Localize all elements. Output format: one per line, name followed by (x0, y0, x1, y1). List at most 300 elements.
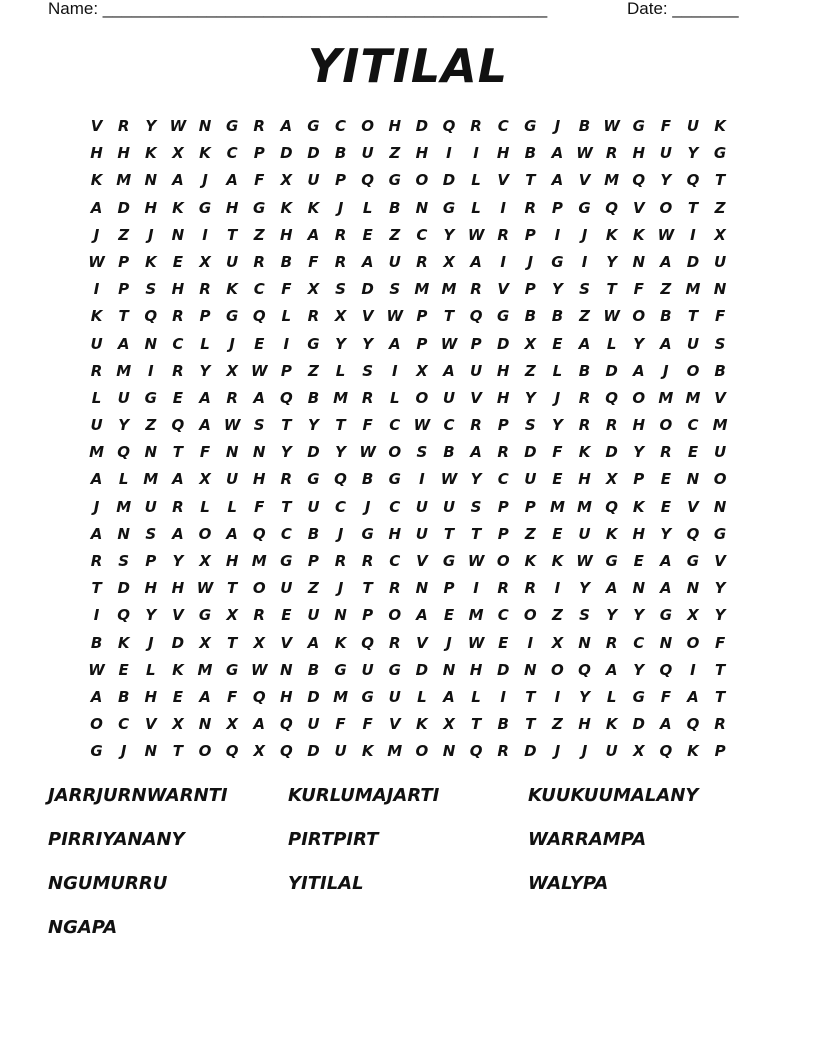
grid-cell[interactable]: O (90, 715, 103, 734)
grid-cell[interactable]: Y (172, 552, 184, 570)
grid-cell[interactable]: A (443, 361, 455, 380)
grid-cell[interactable]: R (172, 307, 184, 326)
grid-cell[interactable]: T (226, 633, 238, 652)
grid-cell[interactable]: W (440, 470, 458, 489)
grid-cell[interactable]: A (172, 470, 184, 489)
grid-cell[interactable]: A (660, 579, 672, 598)
grid-cell[interactable]: Q (578, 660, 591, 679)
grid-cell[interactable]: N (578, 633, 591, 652)
grid-cell[interactable]: G (578, 198, 591, 217)
grid-cell[interactable]: W (603, 307, 620, 326)
grid-cell[interactable]: W (657, 225, 675, 244)
grid-cell[interactable]: D (442, 171, 456, 190)
grid-cell[interactable]: W (223, 416, 241, 435)
grid-cell[interactable]: L (227, 497, 237, 516)
grid-cell[interactable]: J (554, 388, 561, 407)
grid-cell[interactable]: G (144, 388, 157, 407)
grid-cell[interactable]: T (226, 225, 238, 244)
grid-cell[interactable]: Q (171, 416, 185, 435)
grid-cell[interactable]: I (500, 252, 506, 271)
grid-cell[interactable]: X (199, 552, 211, 570)
grid-cell[interactable]: X (551, 633, 564, 652)
grid-cell[interactable]: U (578, 524, 591, 543)
grid-cell[interactable]: L (471, 687, 481, 706)
grid-cell[interactable]: R (524, 198, 537, 217)
grid-cell[interactable]: U (388, 687, 401, 706)
grid-cell[interactable]: Z (551, 715, 563, 734)
grid-cell[interactable]: Y (633, 606, 645, 625)
grid-cell[interactable]: O (551, 660, 564, 679)
grid-cell[interactable]: U (144, 497, 157, 516)
grid-cell[interactable]: V (388, 715, 401, 734)
grid-cell[interactable]: N (144, 742, 158, 761)
grid-cell[interactable]: K (605, 715, 618, 734)
grid-cell[interactable]: K (90, 171, 103, 190)
grid-cell[interactable]: C (443, 416, 455, 435)
grid-cell[interactable]: R (605, 416, 618, 435)
grid-cell[interactable]: R (605, 144, 618, 163)
grid-cell[interactable]: I (473, 579, 479, 598)
grid-cell[interactable]: G (713, 144, 727, 163)
grid-cell[interactable]: Y (633, 443, 645, 462)
grid-cell[interactable]: U (307, 606, 320, 625)
grid-cell[interactable]: X (253, 742, 265, 761)
grid-cell[interactable]: M (658, 388, 674, 407)
grid-cell[interactable]: F (335, 715, 346, 734)
grid-cell[interactable]: N (144, 171, 158, 190)
grid-cell[interactable]: G (442, 198, 456, 217)
grid-cell[interactable]: H (415, 144, 429, 163)
grid-cell[interactable]: J (337, 579, 344, 598)
grid-cell[interactable]: Z (389, 144, 401, 163)
grid-cell[interactable]: P (118, 252, 130, 271)
grid-cell[interactable]: N (144, 334, 158, 353)
grid-cell[interactable]: F (362, 416, 373, 435)
grid-cell[interactable]: Z (524, 361, 536, 380)
grid-cell[interactable]: T (525, 715, 536, 734)
grid-cell[interactable]: A (253, 388, 266, 407)
grid-cell[interactable]: P (497, 524, 509, 543)
grid-cell[interactable]: K (578, 443, 591, 462)
grid-cell[interactable]: W (169, 117, 187, 135)
grid-cell[interactable]: U (90, 416, 103, 435)
grid-cell[interactable]: S (579, 280, 590, 299)
grid-cell[interactable]: K (632, 497, 645, 516)
grid-cell[interactable]: R (388, 633, 401, 652)
grid-cell[interactable]: A (551, 171, 564, 190)
grid-cell[interactable]: K (361, 742, 374, 761)
grid-cell[interactable]: W (413, 416, 431, 435)
grid-cell[interactable]: E (498, 633, 509, 652)
grid-cell[interactable]: Y (660, 171, 672, 190)
grid-cell[interactable]: K (144, 252, 157, 271)
grid-cell[interactable]: Y (335, 443, 346, 462)
grid-cell[interactable]: B (524, 144, 537, 163)
grid-cell[interactable]: A (660, 715, 672, 734)
grid-cell[interactable]: Y (335, 334, 346, 353)
grid-cell[interactable]: S (118, 552, 130, 570)
grid-cell[interactable]: K (90, 307, 103, 326)
grid-cell[interactable]: N (686, 579, 700, 598)
grid-cell[interactable]: G (307, 470, 320, 489)
grid-cell[interactable]: A (226, 171, 238, 190)
grid-cell[interactable]: Q (659, 742, 673, 761)
grid-cell[interactable]: E (552, 524, 563, 543)
grid-cell[interactable]: C (172, 334, 184, 353)
grid-cell[interactable]: Q (686, 171, 700, 190)
grid-cell[interactable]: N (198, 715, 212, 734)
grid-cell[interactable]: N (524, 660, 537, 679)
grid-cell[interactable]: A (605, 660, 618, 679)
grid-cell[interactable]: P (199, 307, 211, 326)
grid-cell[interactable]: M (441, 280, 457, 299)
grid-cell[interactable]: Y (280, 443, 292, 462)
grid-cell[interactable]: V (361, 307, 374, 326)
grid-cell[interactable]: F (362, 715, 373, 734)
grid-cell[interactable]: J (581, 225, 588, 244)
grid-cell[interactable]: T (443, 307, 455, 326)
grid-cell[interactable]: G (225, 117, 239, 135)
grid-cell[interactable]: R (280, 470, 293, 489)
grid-cell[interactable]: M (685, 388, 701, 407)
grid-cell[interactable]: N (686, 470, 700, 489)
grid-cell[interactable]: V (714, 552, 726, 570)
grid-cell[interactable]: T (525, 171, 536, 190)
grid-cell[interactable]: T (172, 443, 183, 462)
grid-cell[interactable]: U (686, 334, 700, 353)
grid-cell[interactable]: Q (279, 388, 293, 407)
grid-cell[interactable]: M (143, 470, 159, 489)
grid-cell[interactable]: V (280, 633, 293, 652)
grid-cell[interactable]: Q (686, 715, 700, 734)
grid-cell[interactable]: M (251, 552, 267, 570)
grid-cell[interactable]: C (118, 715, 130, 734)
grid-cell[interactable]: Y (714, 579, 726, 598)
grid-cell[interactable]: U (361, 144, 374, 163)
grid-cell[interactable]: A (632, 361, 645, 380)
grid-cell[interactable]: X (416, 361, 428, 380)
grid-cell[interactable]: E (118, 660, 129, 679)
grid-cell[interactable]: X (199, 633, 211, 652)
grid-cell[interactable]: J (527, 252, 534, 271)
grid-cell[interactable]: C (416, 225, 428, 244)
grid-cell[interactable]: Y (118, 416, 130, 435)
grid-cell[interactable]: P (335, 171, 347, 190)
grid-cell[interactable]: R (334, 552, 347, 570)
grid-cell[interactable]: G (442, 552, 456, 570)
grid-cell[interactable]: B (389, 198, 401, 217)
grid-cell[interactable]: L (606, 334, 617, 353)
grid-cell[interactable]: T (118, 307, 129, 326)
letter-grid[interactable] (83, 113, 734, 766)
grid-cell[interactable]: M (712, 416, 728, 435)
grid-cell[interactable]: O (496, 552, 510, 570)
grid-cell[interactable]: U (226, 470, 239, 489)
grid-cell[interactable]: Q (361, 171, 375, 190)
grid-cell[interactable]: P (551, 198, 563, 217)
grid-cell[interactable]: F (660, 687, 671, 706)
grid-cell[interactable]: U (226, 252, 239, 271)
grid-cell[interactable]: U (280, 579, 293, 598)
grid-cell[interactable]: E (552, 334, 563, 353)
grid-cell[interactable]: R (361, 552, 374, 570)
grid-cell[interactable]: I (283, 334, 290, 353)
grid-cell[interactable]: I (554, 225, 561, 244)
grid-cell[interactable]: H (171, 280, 185, 299)
grid-cell[interactable]: R (660, 443, 672, 462)
grid-cell[interactable]: I (419, 470, 425, 489)
grid-cell[interactable]: K (416, 715, 428, 734)
grid-cell[interactable]: J (581, 742, 588, 761)
grid-cell[interactable]: H (388, 117, 402, 135)
grid-cell[interactable]: C (389, 552, 401, 570)
grid-cell[interactable]: H (578, 715, 591, 734)
grid-cell[interactable]: C (497, 470, 509, 489)
grid-cell[interactable]: E (362, 225, 373, 244)
grid-cell[interactable]: P (470, 334, 482, 353)
grid-cell[interactable]: Q (117, 443, 131, 462)
grid-cell[interactable]: J (229, 334, 235, 353)
grid-cell[interactable]: D (415, 117, 429, 135)
grid-cell[interactable]: F (199, 443, 211, 462)
grid-cell[interactable]: U (334, 742, 347, 761)
grid-cell[interactable]: G (713, 524, 727, 543)
grid-cell[interactable]: Y (307, 416, 319, 435)
grid-cell[interactable]: Y (633, 334, 645, 353)
grid-cell[interactable]: S (362, 361, 374, 380)
grid-cell[interactable]: I (690, 660, 696, 679)
grid-cell[interactable]: M (333, 388, 348, 407)
grid-cell[interactable]: G (686, 552, 700, 570)
grid-cell[interactable]: M (685, 280, 701, 299)
grid-cell[interactable]: W (250, 660, 268, 679)
grid-cell[interactable]: R (172, 361, 184, 380)
grid-cell[interactable]: L (200, 334, 210, 353)
grid-cell[interactable]: J (554, 117, 561, 135)
grid-cell[interactable]: F (308, 252, 319, 271)
grid-cell[interactable]: D (524, 443, 537, 462)
grid-cell[interactable]: E (660, 497, 671, 516)
grid-cell[interactable]: O (361, 117, 375, 135)
grid-cell[interactable]: P (362, 606, 374, 625)
grid-cell[interactable]: U (713, 252, 727, 271)
grid-cell[interactable]: R (361, 388, 374, 407)
grid-cell[interactable]: X (632, 742, 645, 761)
grid-cell[interactable]: B (443, 443, 455, 462)
grid-cell[interactable]: Q (279, 715, 293, 734)
grid-cell[interactable]: T (525, 687, 536, 706)
grid-cell[interactable]: A (199, 388, 211, 407)
grid-cell[interactable]: E (281, 606, 292, 625)
grid-cell[interactable]: V (578, 171, 591, 190)
grid-cell[interactable]: R (497, 225, 509, 244)
grid-cell[interactable]: A (660, 552, 672, 570)
grid-cell[interactable]: W (88, 660, 105, 679)
grid-cell[interactable]: H (388, 524, 402, 543)
grid-cell[interactable]: C (335, 497, 347, 516)
grid-cell[interactable]: Q (252, 687, 266, 706)
grid-cell[interactable]: P (524, 225, 536, 244)
grid-cell[interactable]: Q (442, 117, 456, 135)
grid-cell[interactable]: R (470, 117, 482, 135)
grid-cell[interactable]: X (253, 633, 265, 652)
grid-cell[interactable]: M (116, 497, 132, 516)
grid-cell[interactable]: U (686, 117, 700, 135)
grid-cell[interactable]: A (470, 443, 482, 462)
grid-cell[interactable]: D (307, 687, 320, 706)
grid-cell[interactable]: W (250, 361, 268, 380)
grid-cell[interactable]: G (280, 552, 293, 570)
grid-cell[interactable]: J (446, 633, 452, 652)
grid-cell[interactable]: W (467, 633, 485, 652)
grid-cell[interactable]: U (659, 144, 672, 163)
grid-cell[interactable]: B (660, 307, 672, 326)
grid-cell[interactable]: T (714, 660, 726, 679)
grid-cell[interactable]: L (417, 687, 427, 706)
grid-cell[interactable]: R (524, 579, 537, 598)
grid-cell[interactable]: U (442, 388, 456, 407)
grid-cell[interactable]: M (116, 171, 132, 190)
grid-cell[interactable]: H (632, 416, 646, 435)
grid-cell[interactable]: L (606, 687, 617, 706)
grid-cell[interactable]: R (605, 633, 618, 652)
grid-cell[interactable]: F (714, 307, 726, 326)
grid-cell[interactable]: G (659, 606, 672, 625)
grid-cell[interactable]: A (172, 171, 184, 190)
grid-cell[interactable]: R (497, 579, 509, 598)
grid-cell[interactable]: B (307, 388, 320, 407)
grid-cell[interactable]: Z (579, 307, 590, 326)
grid-cell[interactable]: V (632, 198, 645, 217)
grid-cell[interactable]: Z (307, 579, 319, 598)
grid-cell[interactable]: U (415, 497, 428, 516)
grid-cell[interactable]: V (144, 715, 157, 734)
grid-cell[interactable]: S (335, 280, 346, 299)
grid-cell[interactable]: G (307, 117, 320, 135)
grid-cell[interactable]: P (497, 416, 509, 435)
grid-cell[interactable]: A (117, 334, 130, 353)
grid-cell[interactable]: H (496, 361, 510, 380)
grid-cell[interactable]: G (90, 742, 103, 761)
grid-cell[interactable]: B (307, 660, 320, 679)
grid-cell[interactable]: O (686, 361, 700, 380)
grid-cell[interactable]: Z (118, 225, 130, 244)
grid-cell[interactable]: H (632, 144, 646, 163)
grid-cell[interactable]: R (578, 416, 591, 435)
grid-cell[interactable]: X (443, 715, 455, 734)
grid-cell[interactable]: K (524, 552, 537, 570)
grid-cell[interactable]: C (687, 416, 699, 435)
grid-cell[interactable]: W (467, 552, 485, 570)
grid-cell[interactable]: Y (145, 117, 157, 135)
grid-cell[interactable]: M (468, 606, 484, 625)
grid-cell[interactable]: N (415, 579, 429, 598)
grid-cell[interactable]: X (226, 606, 238, 625)
grid-cell[interactable]: E (687, 443, 699, 462)
grid-cell[interactable]: A (90, 524, 103, 543)
grid-cell[interactable]: L (281, 307, 292, 326)
grid-cell[interactable]: T (362, 579, 373, 598)
grid-cell[interactable]: P (118, 280, 130, 299)
grid-cell[interactable]: D (117, 579, 130, 598)
grid-cell[interactable]: S (714, 334, 726, 353)
grid-cell[interactable]: B (497, 715, 509, 734)
grid-cell[interactable]: X (172, 144, 184, 163)
grid-cell[interactable]: A (280, 117, 293, 135)
grid-cell[interactable]: M (116, 361, 132, 380)
grid-cell[interactable]: T (470, 524, 482, 543)
grid-cell[interactable]: E (172, 687, 183, 706)
grid-cell[interactable]: G (225, 307, 239, 326)
grid-cell[interactable]: P (280, 361, 292, 380)
grid-cell[interactable]: M (604, 171, 620, 190)
grid-cell[interactable]: S (416, 443, 428, 462)
grid-cell[interactable]: T (226, 579, 238, 598)
grid-cell[interactable]: A (660, 334, 672, 353)
grid-cell[interactable]: N (632, 579, 646, 598)
grid-cell[interactable]: H (144, 579, 158, 598)
grid-cell[interactable]: Y (199, 361, 211, 380)
grid-cell[interactable]: G (388, 470, 401, 489)
grid-cell[interactable]: I (500, 198, 506, 217)
grid-cell[interactable]: F (552, 443, 563, 462)
grid-cell[interactable]: R (497, 443, 509, 462)
grid-cell[interactable]: L (118, 470, 129, 489)
grid-cell[interactable]: I (554, 687, 561, 706)
grid-cell[interactable]: G (198, 198, 212, 217)
grid-cell[interactable]: O (415, 171, 429, 190)
grid-cell[interactable]: R (497, 742, 509, 761)
grid-cell[interactable]: L (389, 388, 400, 407)
grid-cell[interactable]: A (90, 198, 103, 217)
grid-cell[interactable]: Y (579, 687, 590, 706)
grid-cell[interactable]: A (307, 633, 320, 652)
grid-cell[interactable]: N (442, 742, 456, 761)
grid-cell[interactable]: Q (605, 497, 619, 516)
grid-cell[interactable]: K (199, 144, 211, 163)
grid-cell[interactable]: O (415, 388, 429, 407)
grid-cell[interactable]: O (713, 470, 727, 489)
grid-cell[interactable]: H (117, 144, 130, 163)
grid-cell[interactable]: L (91, 388, 102, 407)
grid-cell[interactable]: U (605, 742, 618, 761)
grid-cell[interactable]: L (335, 361, 346, 380)
grid-cell[interactable]: U (307, 497, 320, 516)
grid-cell[interactable]: R (253, 117, 265, 135)
grid-cell[interactable]: H (171, 579, 185, 598)
grid-cell[interactable]: J (364, 497, 371, 516)
grid-cell[interactable]: Q (334, 470, 347, 489)
grid-cell[interactable]: M (387, 742, 403, 761)
grid-cell[interactable]: H (252, 470, 266, 489)
grid-cell[interactable]: N (280, 660, 293, 679)
grid-cell[interactable]: K (334, 633, 347, 652)
grid-cell[interactable]: D (280, 144, 293, 163)
grid-cell[interactable]: F (714, 633, 726, 652)
grid-cell[interactable]: I (202, 225, 208, 244)
grid-cell[interactable]: A (551, 144, 564, 163)
grid-cell[interactable]: Y (687, 144, 699, 163)
grid-cell[interactable]: K (605, 225, 618, 244)
grid-cell[interactable]: R (172, 497, 184, 516)
grid-cell[interactable]: C (335, 117, 347, 135)
grid-cell[interactable]: R (578, 388, 591, 407)
grid-cell[interactable]: A (199, 687, 211, 706)
grid-cell[interactable]: Q (252, 524, 266, 543)
grid-cell[interactable]: U (90, 334, 103, 353)
grid-cell[interactable]: O (659, 416, 673, 435)
grid-cell[interactable]: Q (117, 606, 131, 625)
